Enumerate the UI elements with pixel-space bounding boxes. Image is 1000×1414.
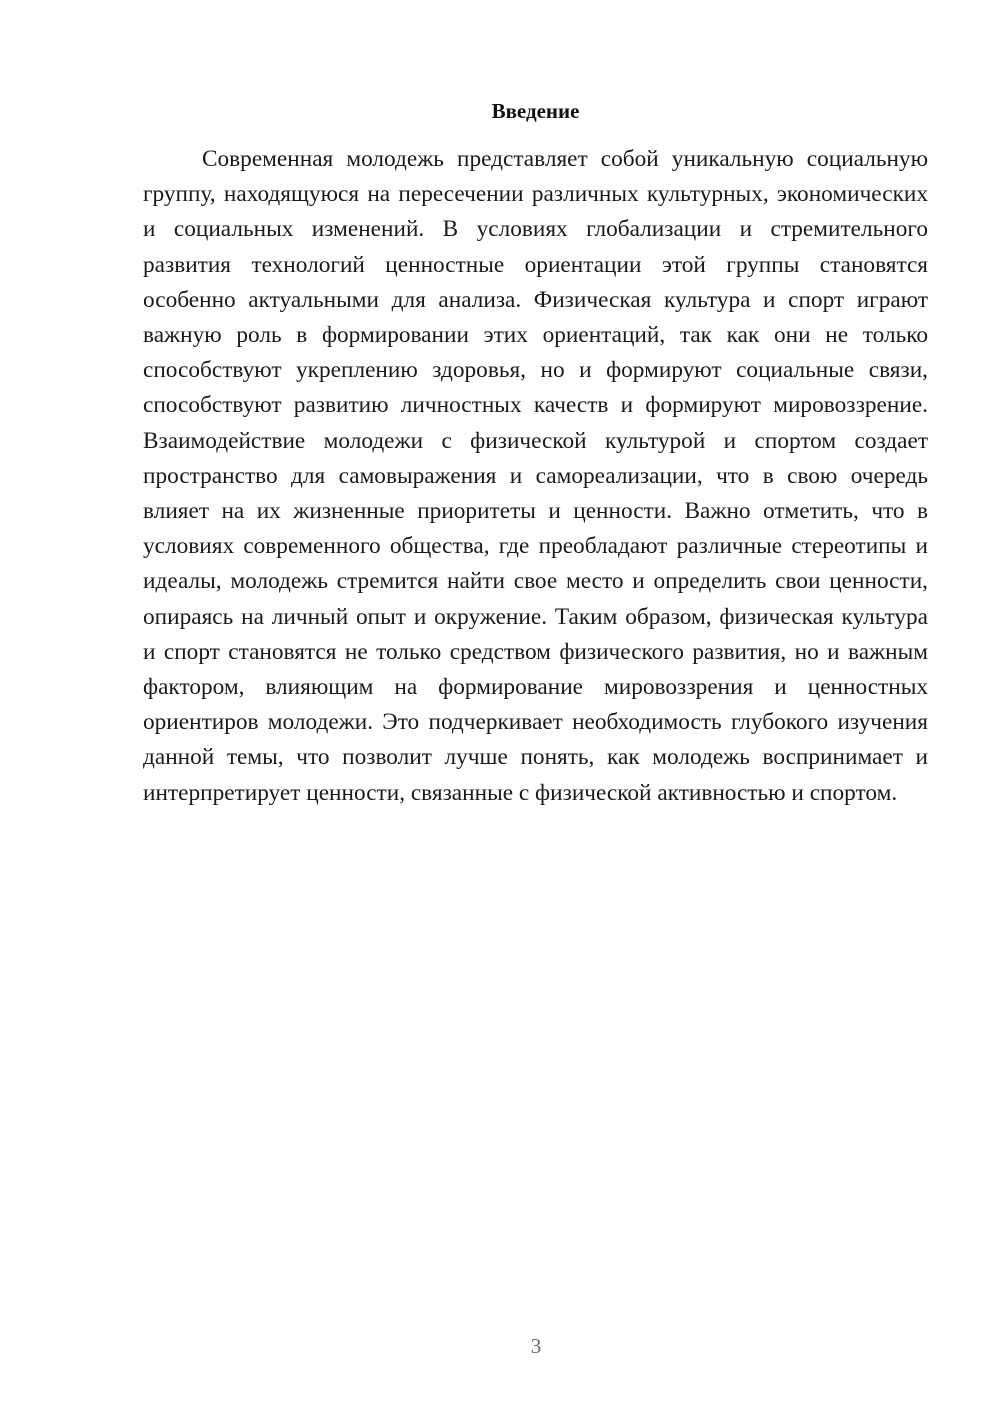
- page-number: 3: [530, 1334, 542, 1358]
- body-paragraph: Современная молодежь представляет собой уникальную социальную группу, находящуюся на пересечении различных культурных, экономических и социальных изменений. В условиях глобализации и стремительного развития технологий ценностные ориентации этой группы становятся особенно актуальными для анализа. Физическая культура и спорт играют важную роль в формировании этих ориентаций, так как они не только способствуют укреплению здоровья, но и формируют социальные связи, способствуют развитию личностных качеств и формируют мировоззрение. Взаимодействие молодежи с физической культурой и спортом создает пространство для самовыражения и самореализации, что в свою очередь влияет на их жизненные приоритеты и ценности. Важно отметить, что в условиях современного общества, где преобладают различные стереотипы и идеалы, молодежь стремится найти свое место и определить свои ценности, опираясь на личный опыт и окружение. Таким образом, физическая культура и спорт становятся не только средством физического развития, но и важным фактором, влияющим на формирование мировоззрения и ценностных ориентиров молодежи. Это подчеркивает необходимость глубокого изучения данной темы, что позволит лучше понять, как молодежь воспринимает и интерпретирует ценности, связанные с физической активностью и спортом.: [143, 146, 928, 806]
- section-heading: Введение: [491, 99, 580, 123]
